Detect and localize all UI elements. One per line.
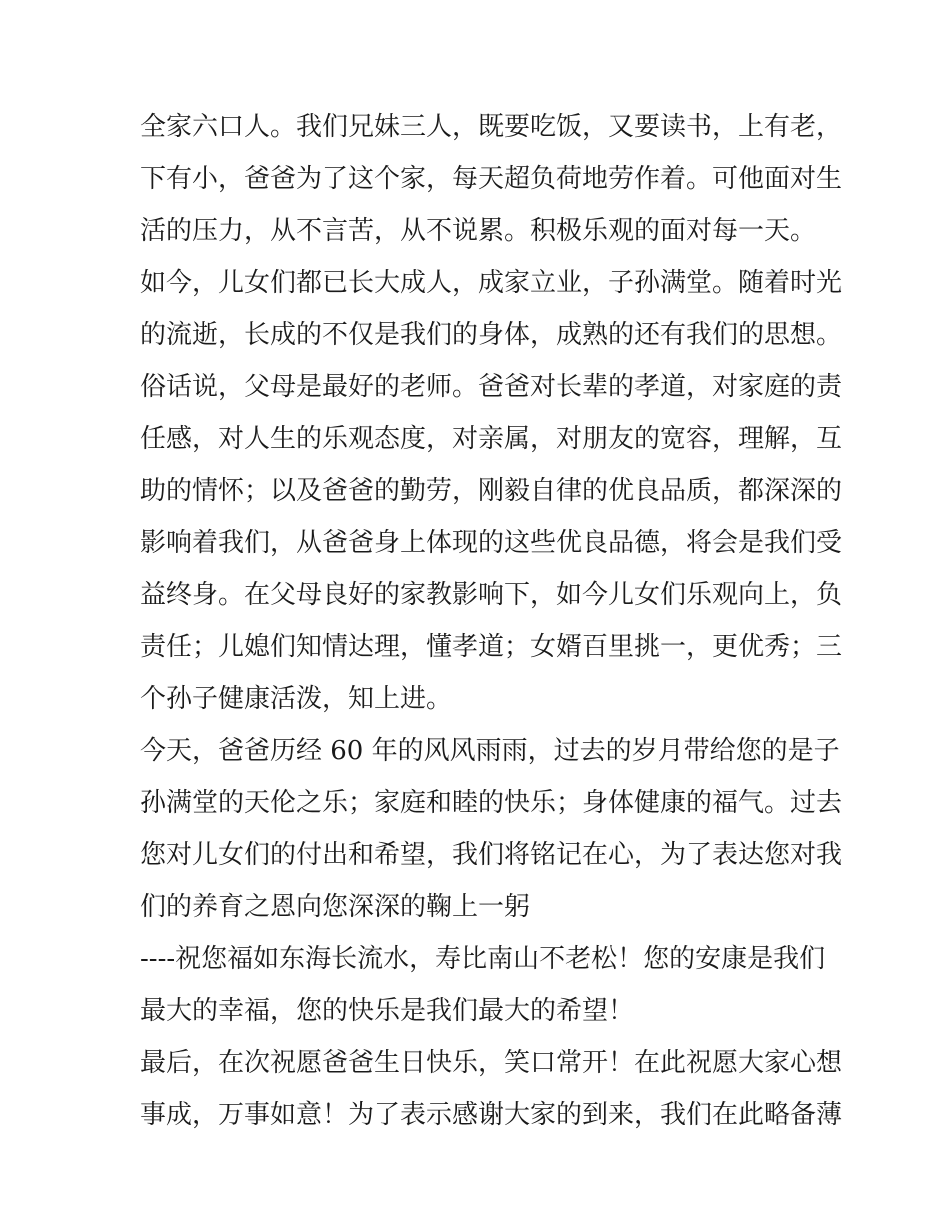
text-line: ----祝您福如东海长流水，寿比南山不老松！您的安康是我们: [140, 944, 826, 974]
text-line: 俗话说，父母是最好的老师。爸爸对长辈的孝道，对家庭的责: [140, 372, 843, 402]
text-line: 活的压力，从不言苦，从不说累。积极乐观的面对每一天。: [140, 216, 817, 246]
text-line: 们的养育之恩向您深深的鞠上一躬: [140, 892, 531, 922]
text-line: 的流逝，长成的不仅是我们的身体，成熟的还有我们的思想。: [140, 320, 843, 350]
text-line: 个孙子健康活泼，知上进。: [140, 684, 453, 714]
text-line: 今天，爸爸历经 60 年的风风雨雨，过去的岁月带给您的是子: [140, 736, 840, 766]
text-line: 全家六口人。我们兄妹三人，既要吃饭，又要读书，上有老，: [140, 112, 843, 142]
text-line: 益终身。在父母良好的家教影响下，如今儿女们乐观向上，负: [140, 580, 843, 610]
text-line: 责任；儿媳们知情达理，懂孝道；女婿百里挑一，更优秀；三: [140, 632, 843, 662]
text-line: 最后，在次祝愿爸爸生日快乐，笑口常开！在此祝愿大家心想: [140, 1048, 843, 1078]
text-line: 您对儿女们的付出和希望，我们将铭记在心，为了表达您对我: [140, 840, 843, 870]
text-line: 事成，万事如意！为了表示感谢大家的到来，我们在此略备薄: [140, 1100, 843, 1130]
text-line: 助的情怀；以及爸爸的勤劳，刚毅自律的优良品质，都深深的: [140, 476, 843, 506]
text-line: 如今，儿女们都已长大成人，成家立业，子孙满堂。随着时光: [140, 268, 843, 298]
text-line: 孙满堂的天伦之乐；家庭和睦的快乐；身体健康的福气。过去: [140, 788, 843, 818]
text-line: 下有小，爸爸为了这个家，每天超负荷地劳作着。可他面对生: [140, 164, 843, 194]
text-line: 任感，对人生的乐观态度，对亲属，对朋友的宽容，理解，互: [140, 424, 843, 454]
text-line: 影响着我们，从爸爸身上体现的这些优良品德，将会是我们受: [140, 528, 843, 558]
text-line: 最大的幸福，您的快乐是我们最大的希望！: [140, 996, 635, 1026]
